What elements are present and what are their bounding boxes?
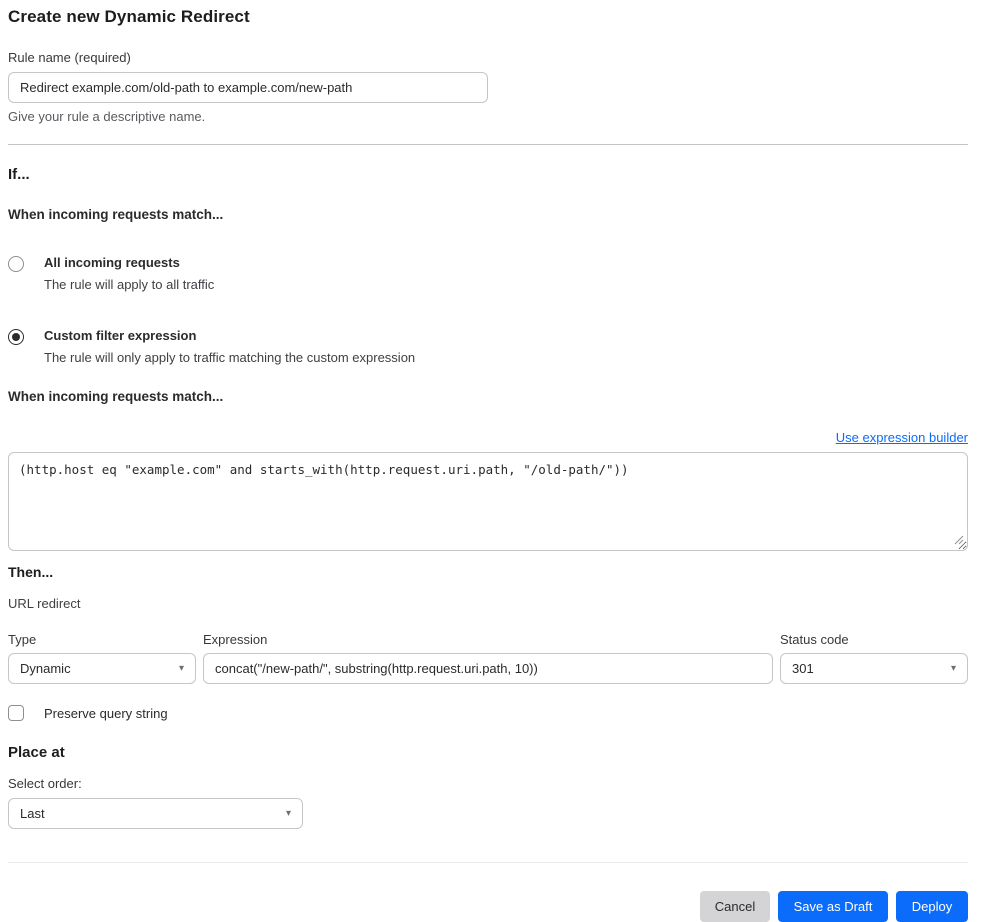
section-divider xyxy=(8,144,968,145)
if-heading: If... xyxy=(8,166,30,183)
chevron-down-icon: ▾ xyxy=(950,662,956,674)
order-select-value: Last xyxy=(20,806,45,821)
checkbox-icon[interactable] xyxy=(8,705,24,721)
rule-name-label: Rule name (required) xyxy=(8,50,131,65)
place-at-heading: Place at xyxy=(8,744,65,761)
status-code-value: 301 xyxy=(792,661,814,676)
rule-name-helper: Give your rule a descriptive name. xyxy=(8,109,206,124)
url-redirect-subheading: URL redirect xyxy=(8,596,81,611)
radio-description: The rule will only apply to traffic matching the custom expression xyxy=(44,350,416,365)
chevron-down-icon: ▾ xyxy=(178,662,184,674)
radio-label: All incoming requests xyxy=(44,255,180,270)
radio-label: Custom filter expression xyxy=(44,328,197,343)
select-order-label: Select order: xyxy=(8,776,82,791)
create-redirect-form xyxy=(8,0,968,922)
type-label: Type xyxy=(8,632,37,647)
match-heading: When incoming requests match... xyxy=(8,207,224,222)
save-as-draft-button[interactable]: Save as Draft xyxy=(778,891,888,922)
expression-match-heading: When incoming requests match... xyxy=(8,389,224,404)
radio-option-custom-filter[interactable] xyxy=(8,328,968,365)
radio-option-all-requests[interactable] xyxy=(8,255,968,292)
rule-name-input[interactable] xyxy=(8,72,488,103)
status-code-select[interactable] xyxy=(780,653,968,684)
radio-button-icon[interactable] xyxy=(8,256,24,272)
cancel-button[interactable]: Cancel xyxy=(700,891,770,922)
radio-button-icon[interactable] xyxy=(8,329,24,345)
footer-actions xyxy=(8,891,968,922)
type-select-value: Dynamic xyxy=(20,661,71,676)
type-select[interactable] xyxy=(8,653,196,684)
order-select[interactable] xyxy=(8,798,303,829)
redirect-expression-input[interactable] xyxy=(203,653,773,684)
preserve-query-label: Preserve query string xyxy=(44,705,168,721)
deploy-button[interactable]: Deploy xyxy=(896,891,968,922)
chevron-down-icon: ▾ xyxy=(285,807,291,819)
filter-expression-textarea[interactable] xyxy=(8,452,968,551)
expression-label: Expression xyxy=(203,632,268,647)
preserve-query-row[interactable] xyxy=(8,705,968,721)
use-expression-builder-link[interactable]: Use expression builder xyxy=(835,430,968,445)
then-heading: Then... xyxy=(8,564,54,580)
status-code-label: Status code xyxy=(780,632,849,647)
radio-description: The rule will apply to all traffic xyxy=(44,277,215,292)
footer-divider xyxy=(8,862,968,863)
page-title: Create new Dynamic Redirect xyxy=(8,7,250,26)
